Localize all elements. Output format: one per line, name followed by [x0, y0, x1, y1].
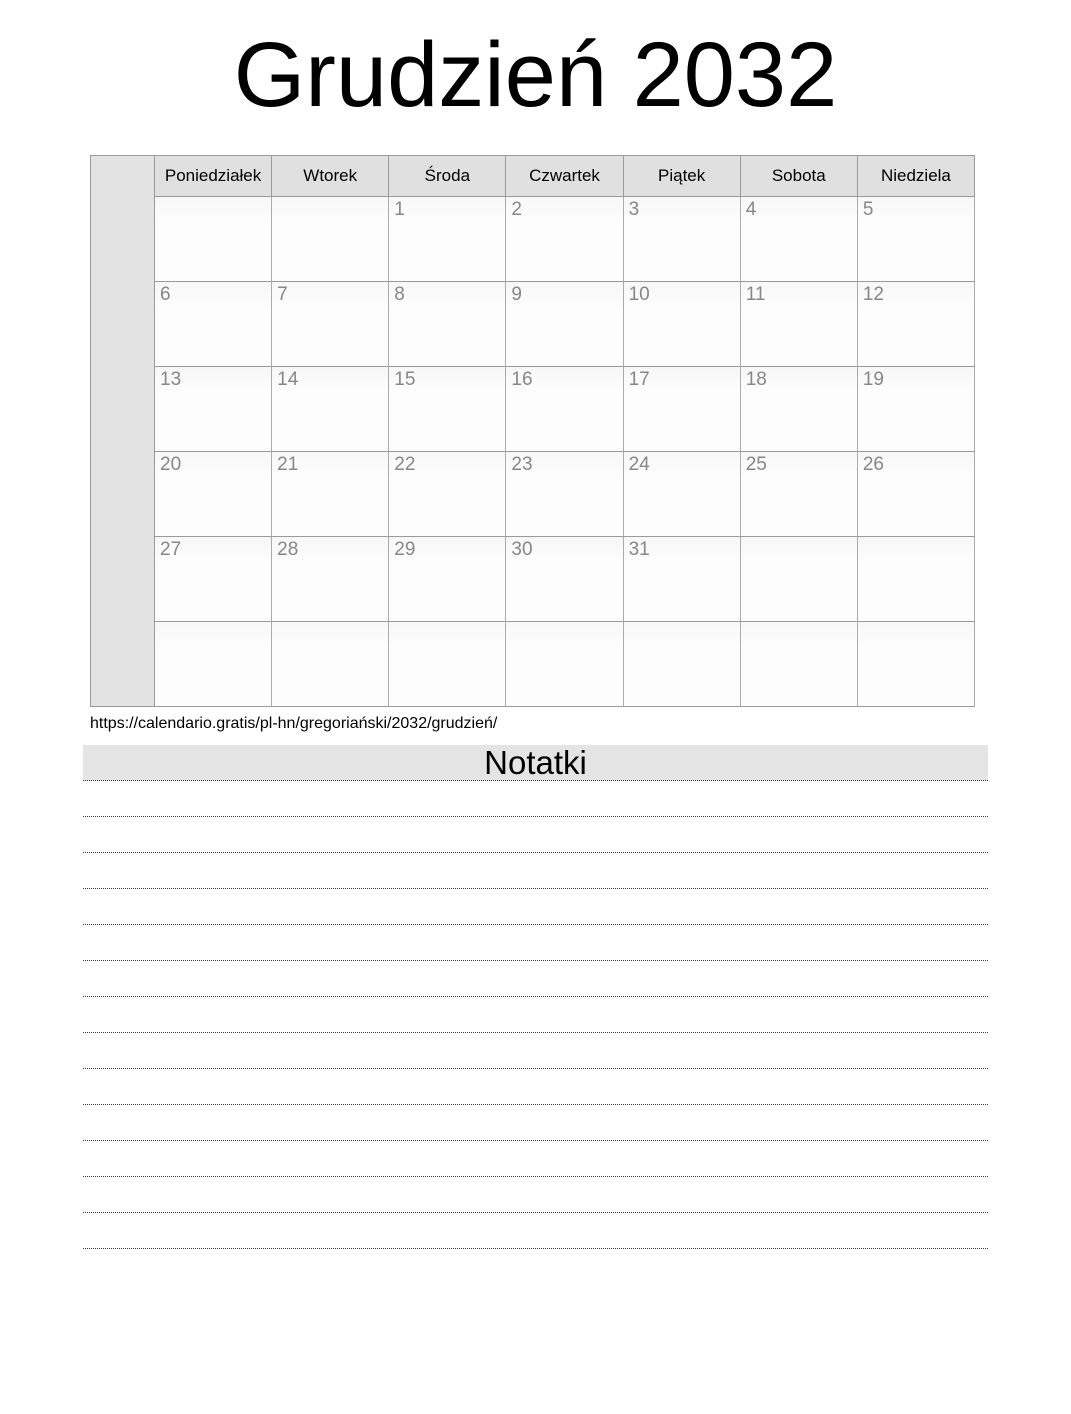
calendar-day-cell: 15 [389, 367, 506, 452]
notes-line [83, 889, 988, 925]
calendar-day-cell: 26 [858, 452, 975, 537]
calendar-day-cell [741, 622, 858, 707]
notes-line [83, 961, 988, 997]
calendar-day-cell: 30 [506, 537, 623, 622]
calendar-day-cell: 9 [506, 282, 623, 367]
calendar-day-cell [272, 622, 389, 707]
calendar-day-cell: 21 [272, 452, 389, 537]
calendar-day-cell: 16 [506, 367, 623, 452]
calendar-day-cell: 29 [389, 537, 506, 622]
calendar-day-cell: 27 [155, 537, 272, 622]
calendar-day-cell: 10 [624, 282, 741, 367]
calendar-day-cell: 28 [272, 537, 389, 622]
day-header-wednesday: Środa [389, 156, 506, 197]
calendar-day-cell: 7 [272, 282, 389, 367]
notes-section [83, 745, 988, 1249]
notes-line [83, 1033, 988, 1069]
calendar-day-cell: 2 [506, 197, 623, 282]
calendar-day-cell: 4 [741, 197, 858, 282]
notes-line [83, 853, 988, 889]
calendar-table [90, 155, 975, 707]
calendar-day-cell: 31 [624, 537, 741, 622]
calendar-day-cell: 23 [506, 452, 623, 537]
notes-line [83, 781, 988, 817]
calendar-day-cell: 8 [389, 282, 506, 367]
calendar-day-cell [389, 622, 506, 707]
calendar-day-cell: 6 [155, 282, 272, 367]
page-title: Grudzień 2032 [233, 24, 838, 126]
calendar-day-cell: 3 [624, 197, 741, 282]
notes-line [83, 925, 988, 961]
calendar-day-cell: 24 [624, 452, 741, 537]
calendar-day-cell [155, 622, 272, 707]
calendar-day-cell: 11 [741, 282, 858, 367]
notes-line [83, 1141, 988, 1177]
calendar-day-cell [506, 622, 623, 707]
calendar-day-cell [155, 197, 272, 282]
calendar-day-cell: 5 [858, 197, 975, 282]
notes-line [83, 1213, 988, 1249]
day-header-tuesday: Wtorek [272, 156, 389, 197]
notes-line [83, 1069, 988, 1105]
calendar-day-cell: 18 [741, 367, 858, 452]
calendar-day-cell [272, 197, 389, 282]
calendar-day-cell: 22 [389, 452, 506, 537]
day-header-friday: Piątek [624, 156, 741, 197]
calendar-day-cell: 20 [155, 452, 272, 537]
calendar-day-cell: 19 [858, 367, 975, 452]
calendar-day-cell [624, 622, 741, 707]
notes-line [83, 817, 988, 853]
calendar-day-cell [858, 622, 975, 707]
week-number-column [91, 156, 155, 707]
source-url: https://calendario.gratis/pl-hn/gregoriański/2032/grudzień/ [90, 714, 498, 732]
calendar-day-cell [858, 537, 975, 622]
calendar-day-cell: 13 [155, 367, 272, 452]
calendar-day-cell: 1 [389, 197, 506, 282]
notes-title: Notatki [83, 745, 988, 781]
calendar-day-cell: 12 [858, 282, 975, 367]
calendar-day-cell: 14 [272, 367, 389, 452]
calendar-day-cell: 17 [624, 367, 741, 452]
notes-line [83, 997, 988, 1033]
calendar-day-cell [741, 537, 858, 622]
notes-line [83, 1105, 988, 1141]
notes-line [83, 1177, 988, 1213]
day-header-sunday: Niedziela [858, 156, 975, 197]
day-header-thursday: Czwartek [506, 156, 623, 197]
day-header-monday: Poniedziałek [155, 156, 272, 197]
calendar-day-cell: 25 [741, 452, 858, 537]
day-header-saturday: Sobota [741, 156, 858, 197]
